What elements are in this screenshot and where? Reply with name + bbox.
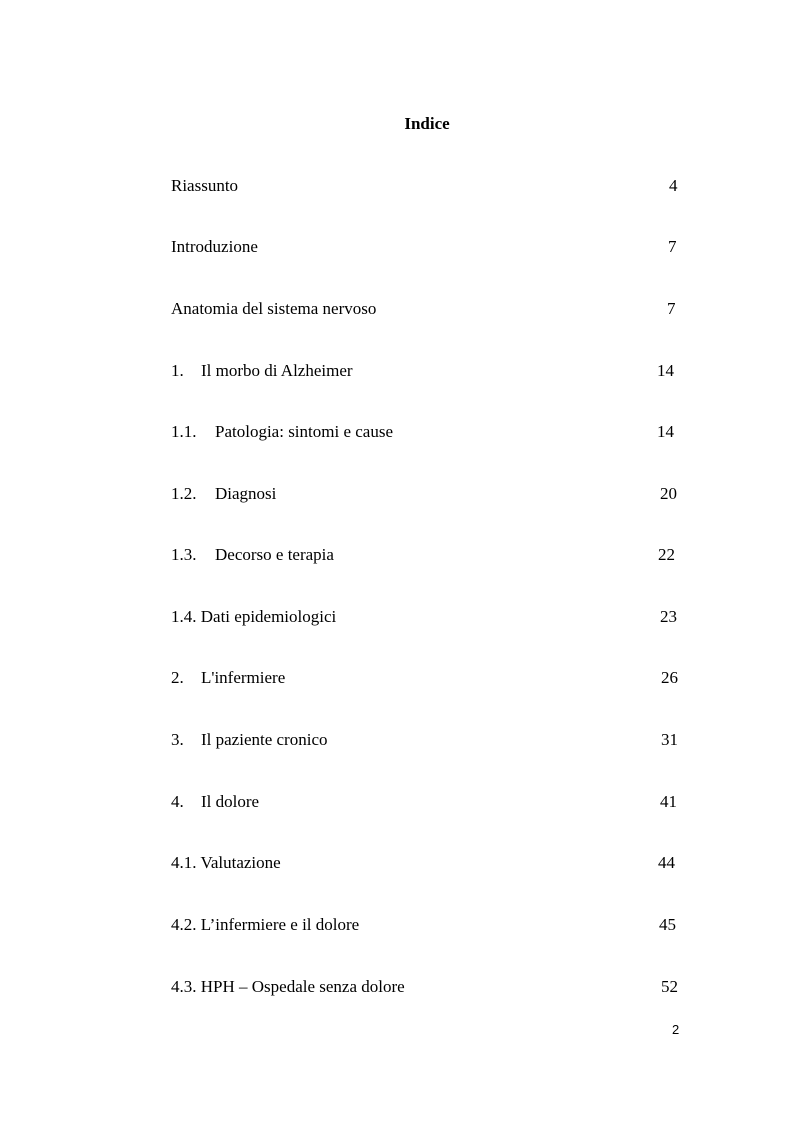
toc-entry-page: 45 xyxy=(659,915,676,934)
toc-entry-introduzione xyxy=(171,235,691,259)
toc-entry-riassunto xyxy=(171,174,691,198)
toc-entry-anatomia xyxy=(171,297,691,321)
page-number: 2 xyxy=(672,1022,680,1037)
toc-entry-decorso xyxy=(171,543,691,567)
toc-entry-label: Anatomia del sistema nervoso xyxy=(171,299,377,318)
toc-entry-page: 7 xyxy=(667,299,676,318)
toc-entry-label: 4.1. Valutazione xyxy=(171,853,281,872)
toc-entry-label: 4.2. L’infermiere e il dolore xyxy=(171,915,360,934)
toc-entry-number: 1. xyxy=(171,361,184,380)
toc-entry-page: 44 xyxy=(658,853,675,872)
toc-entry-paziente-cronico xyxy=(171,728,691,752)
toc-entry-page: 4 xyxy=(669,176,678,195)
toc-entry-page: 26 xyxy=(661,668,678,687)
toc-entry-page: 7 xyxy=(668,237,677,256)
toc-entry-label: Diagnosi xyxy=(215,484,277,503)
toc-entry-label: Introduzione xyxy=(171,237,258,256)
toc-entry-patologia xyxy=(171,420,691,444)
toc-entry-valutazione xyxy=(171,851,691,875)
toc-entry-page: 52 xyxy=(661,977,678,996)
toc-entry-number: 4. xyxy=(171,792,184,811)
toc-entry-label: Riassunto xyxy=(171,176,239,195)
toc-entry-label: 1.4. Dati epidemiologici xyxy=(171,607,337,626)
toc-title: Indice xyxy=(404,114,450,133)
toc-entry-page: 14 xyxy=(657,361,674,380)
toc-entry-dolore xyxy=(171,790,691,814)
toc-entry-label: 4.3. HPH – Ospedale senza dolore xyxy=(171,977,405,996)
toc-entry-infermiere-dolore xyxy=(171,913,691,937)
toc-entry-label: Patologia: sintomi e cause xyxy=(215,422,393,441)
toc-entry-label: Decorso e terapia xyxy=(215,545,334,564)
toc-entry-alzheimer xyxy=(171,359,691,383)
toc-entry-number: 2. xyxy=(171,668,184,687)
toc-entry-page: 41 xyxy=(660,792,677,811)
toc-entry-label: L'infermiere xyxy=(201,668,286,687)
toc-entry-label: Il dolore xyxy=(201,792,260,811)
toc-entry-page: 14 xyxy=(657,422,674,441)
toc-entry-number: 3. xyxy=(171,730,184,749)
toc-entry-page: 23 xyxy=(660,607,677,626)
toc-entry-dati-epidemiologici xyxy=(171,605,691,629)
toc-entry-page: 22 xyxy=(658,545,675,564)
toc-entry-number: 1.1. xyxy=(171,422,197,441)
toc-entry-number: 1.2. xyxy=(171,484,197,503)
toc-entry-diagnosi xyxy=(171,482,691,506)
toc-entry-hph xyxy=(171,975,691,999)
toc-entry-label: Il paziente cronico xyxy=(201,730,328,749)
toc-entry-number: 1.3. xyxy=(171,545,197,564)
toc-entry-infermiere xyxy=(171,666,691,690)
toc-entry-label: Il morbo di Alzheimer xyxy=(201,361,353,380)
toc-entry-page: 20 xyxy=(660,484,677,503)
toc-entry-page: 31 xyxy=(661,730,678,749)
